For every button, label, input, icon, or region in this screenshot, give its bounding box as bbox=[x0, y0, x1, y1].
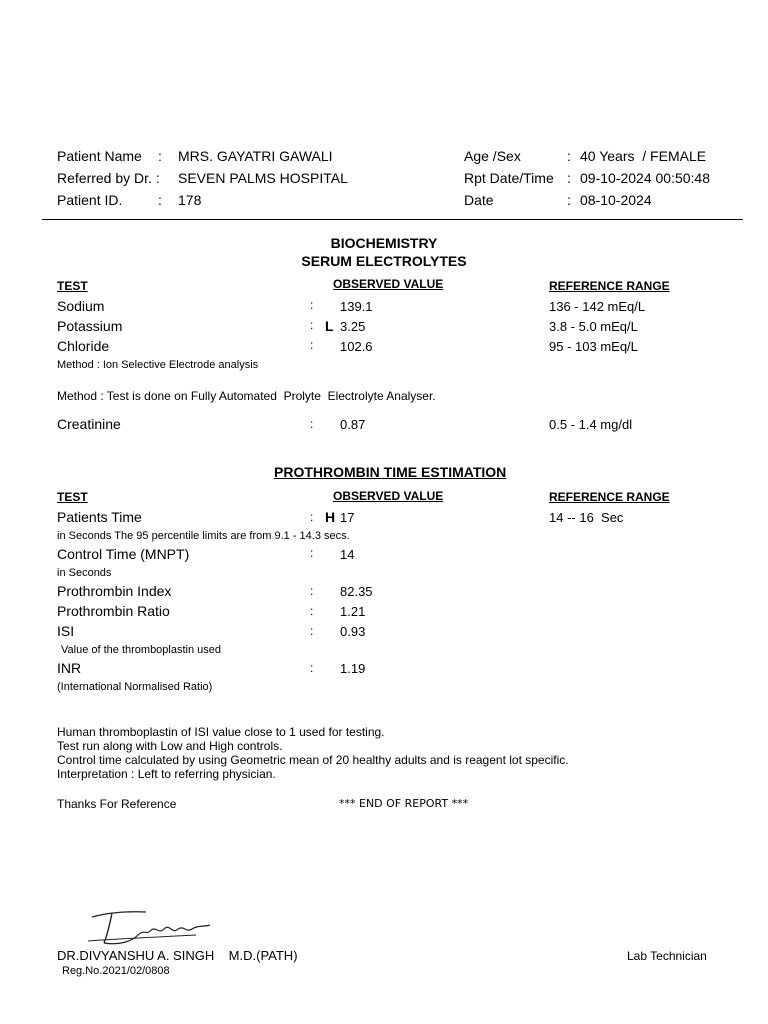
test-value: 0.93 bbox=[340, 624, 366, 639]
test-colon: : bbox=[310, 338, 314, 352]
test-name: Sodium bbox=[57, 298, 105, 314]
method-note-2: Method : Test is done on Fully Automated Prolyte Electrolyte Analyser. bbox=[57, 389, 436, 403]
test-colon: : bbox=[310, 298, 314, 312]
signature-image bbox=[86, 905, 216, 951]
doctor-reg-no: Reg.No.2021/02/0808 bbox=[62, 965, 170, 977]
test-name: Control Time (MNPT) bbox=[57, 546, 190, 562]
date: 08-10-2024 bbox=[580, 192, 652, 208]
footnote-1: Human thromboplastin of ISI value close to 1 used for testing. bbox=[57, 725, 385, 739]
method-note-1: Method : Ion Selective Electrode analysis bbox=[57, 359, 259, 371]
test-value: 0.87 bbox=[340, 417, 366, 432]
test-range: 95 - 103 mEq/L bbox=[549, 339, 638, 354]
test-range: 14 -- 16 Sec bbox=[549, 510, 624, 525]
test-value: 1.21 bbox=[340, 604, 366, 619]
test-value: 102.6 bbox=[340, 339, 373, 354]
test-value: 14 bbox=[340, 547, 355, 562]
col-observed: OBSERVED VALUE bbox=[333, 277, 444, 291]
age-sex-colon: : bbox=[567, 148, 571, 164]
col-range: REFERENCE RANGE bbox=[549, 279, 670, 293]
test-name: Chloride bbox=[57, 338, 110, 354]
control-note: in Seconds bbox=[57, 567, 112, 579]
age-sex-label: Age /Sex bbox=[464, 148, 521, 164]
test-range: 136 - 142 mEq/L bbox=[549, 299, 646, 314]
flag-high: H bbox=[325, 509, 336, 525]
test-name: Patients Time bbox=[57, 509, 142, 525]
rpt-date: 09-10-2024 00:50:48 bbox=[580, 170, 710, 186]
inr-note: (International Normalised Ratio) bbox=[57, 681, 213, 693]
rpt-date-label: Rpt Date/Time bbox=[464, 170, 554, 186]
test-colon: : bbox=[310, 318, 314, 332]
date-colon: : bbox=[567, 192, 571, 208]
test-name: Prothrombin Ratio bbox=[57, 603, 170, 619]
col-range: REFERENCE RANGE bbox=[549, 490, 670, 504]
test-value: 139.1 bbox=[340, 299, 373, 314]
test-name: Prothrombin Index bbox=[57, 583, 172, 599]
patient-name-label: Patient Name bbox=[57, 148, 142, 164]
referred-by: SEVEN PALMS HOSPITAL bbox=[178, 170, 348, 186]
footnote-2: Test run along with Low and High controls. bbox=[57, 739, 283, 753]
test-value: 82.35 bbox=[340, 584, 373, 599]
patient-id: 178 bbox=[178, 192, 202, 208]
patient-id-label: Patient ID. bbox=[57, 192, 123, 208]
header-divider bbox=[42, 219, 743, 220]
col-test: TEST bbox=[57, 279, 88, 293]
dept-title: BIOCHEMISTRY bbox=[330, 235, 438, 251]
footnote-4: Interpretation : Left to referring physician. bbox=[57, 767, 276, 781]
section-title-prothrombin: PROTHROMBIN TIME ESTIMATION bbox=[274, 464, 507, 480]
flag-low: L bbox=[325, 318, 334, 334]
test-value: 17 bbox=[340, 510, 355, 525]
col-test: TEST bbox=[57, 490, 88, 504]
test-name: Creatinine bbox=[57, 416, 121, 432]
test-range: 0.5 - 1.4 mg/dl bbox=[549, 417, 633, 432]
doctor-name: DR.DIVYANSHU A. SINGH M.D.(PATH) bbox=[57, 948, 298, 963]
date-label: Date bbox=[464, 192, 494, 208]
test-colon: : bbox=[310, 584, 314, 598]
patient-id-colon: : bbox=[158, 192, 162, 208]
test-range: 3.8 - 5.0 mEq/L bbox=[549, 319, 638, 334]
referred-by-label: Referred by Dr. : bbox=[57, 170, 160, 186]
test-name: ISI bbox=[57, 623, 75, 639]
section-title-electrolytes: SERUM ELECTROLYTES bbox=[301, 253, 467, 269]
test-value: 3.25 bbox=[340, 319, 366, 334]
test-colon: : bbox=[310, 661, 314, 675]
isi-note: Value of the thromboplastin used bbox=[61, 644, 222, 656]
col-observed: OBSERVED VALUE bbox=[333, 489, 444, 503]
test-colon: : bbox=[310, 604, 314, 618]
footnote-3: Control time calculated by using Geometric mean of 20 healthy adults and is reagent lot specific. bbox=[57, 753, 569, 767]
end-of-report: *** END OF REPORT *** bbox=[339, 797, 469, 810]
test-colon: : bbox=[310, 510, 314, 524]
lab-technician-label: Lab Technician bbox=[627, 949, 707, 963]
test-colon: : bbox=[310, 624, 314, 638]
age-sex: 40 Years / FEMALE bbox=[580, 148, 707, 164]
thanks-note: Thanks For Reference bbox=[57, 797, 177, 811]
patient-name-colon: : bbox=[158, 148, 162, 164]
rpt-date-colon: : bbox=[567, 170, 571, 186]
test-name: INR bbox=[57, 660, 82, 676]
test-name: Potassium bbox=[57, 318, 123, 334]
test-colon: : bbox=[310, 417, 314, 431]
test-colon: : bbox=[310, 546, 314, 560]
patient-name: MRS. GAYATRI GAWALI bbox=[178, 148, 333, 164]
patients-time-note: in Seconds The 95 percentile limits are from 9.1 - 14.3 secs. bbox=[57, 530, 350, 542]
test-value: 1.19 bbox=[340, 661, 366, 676]
